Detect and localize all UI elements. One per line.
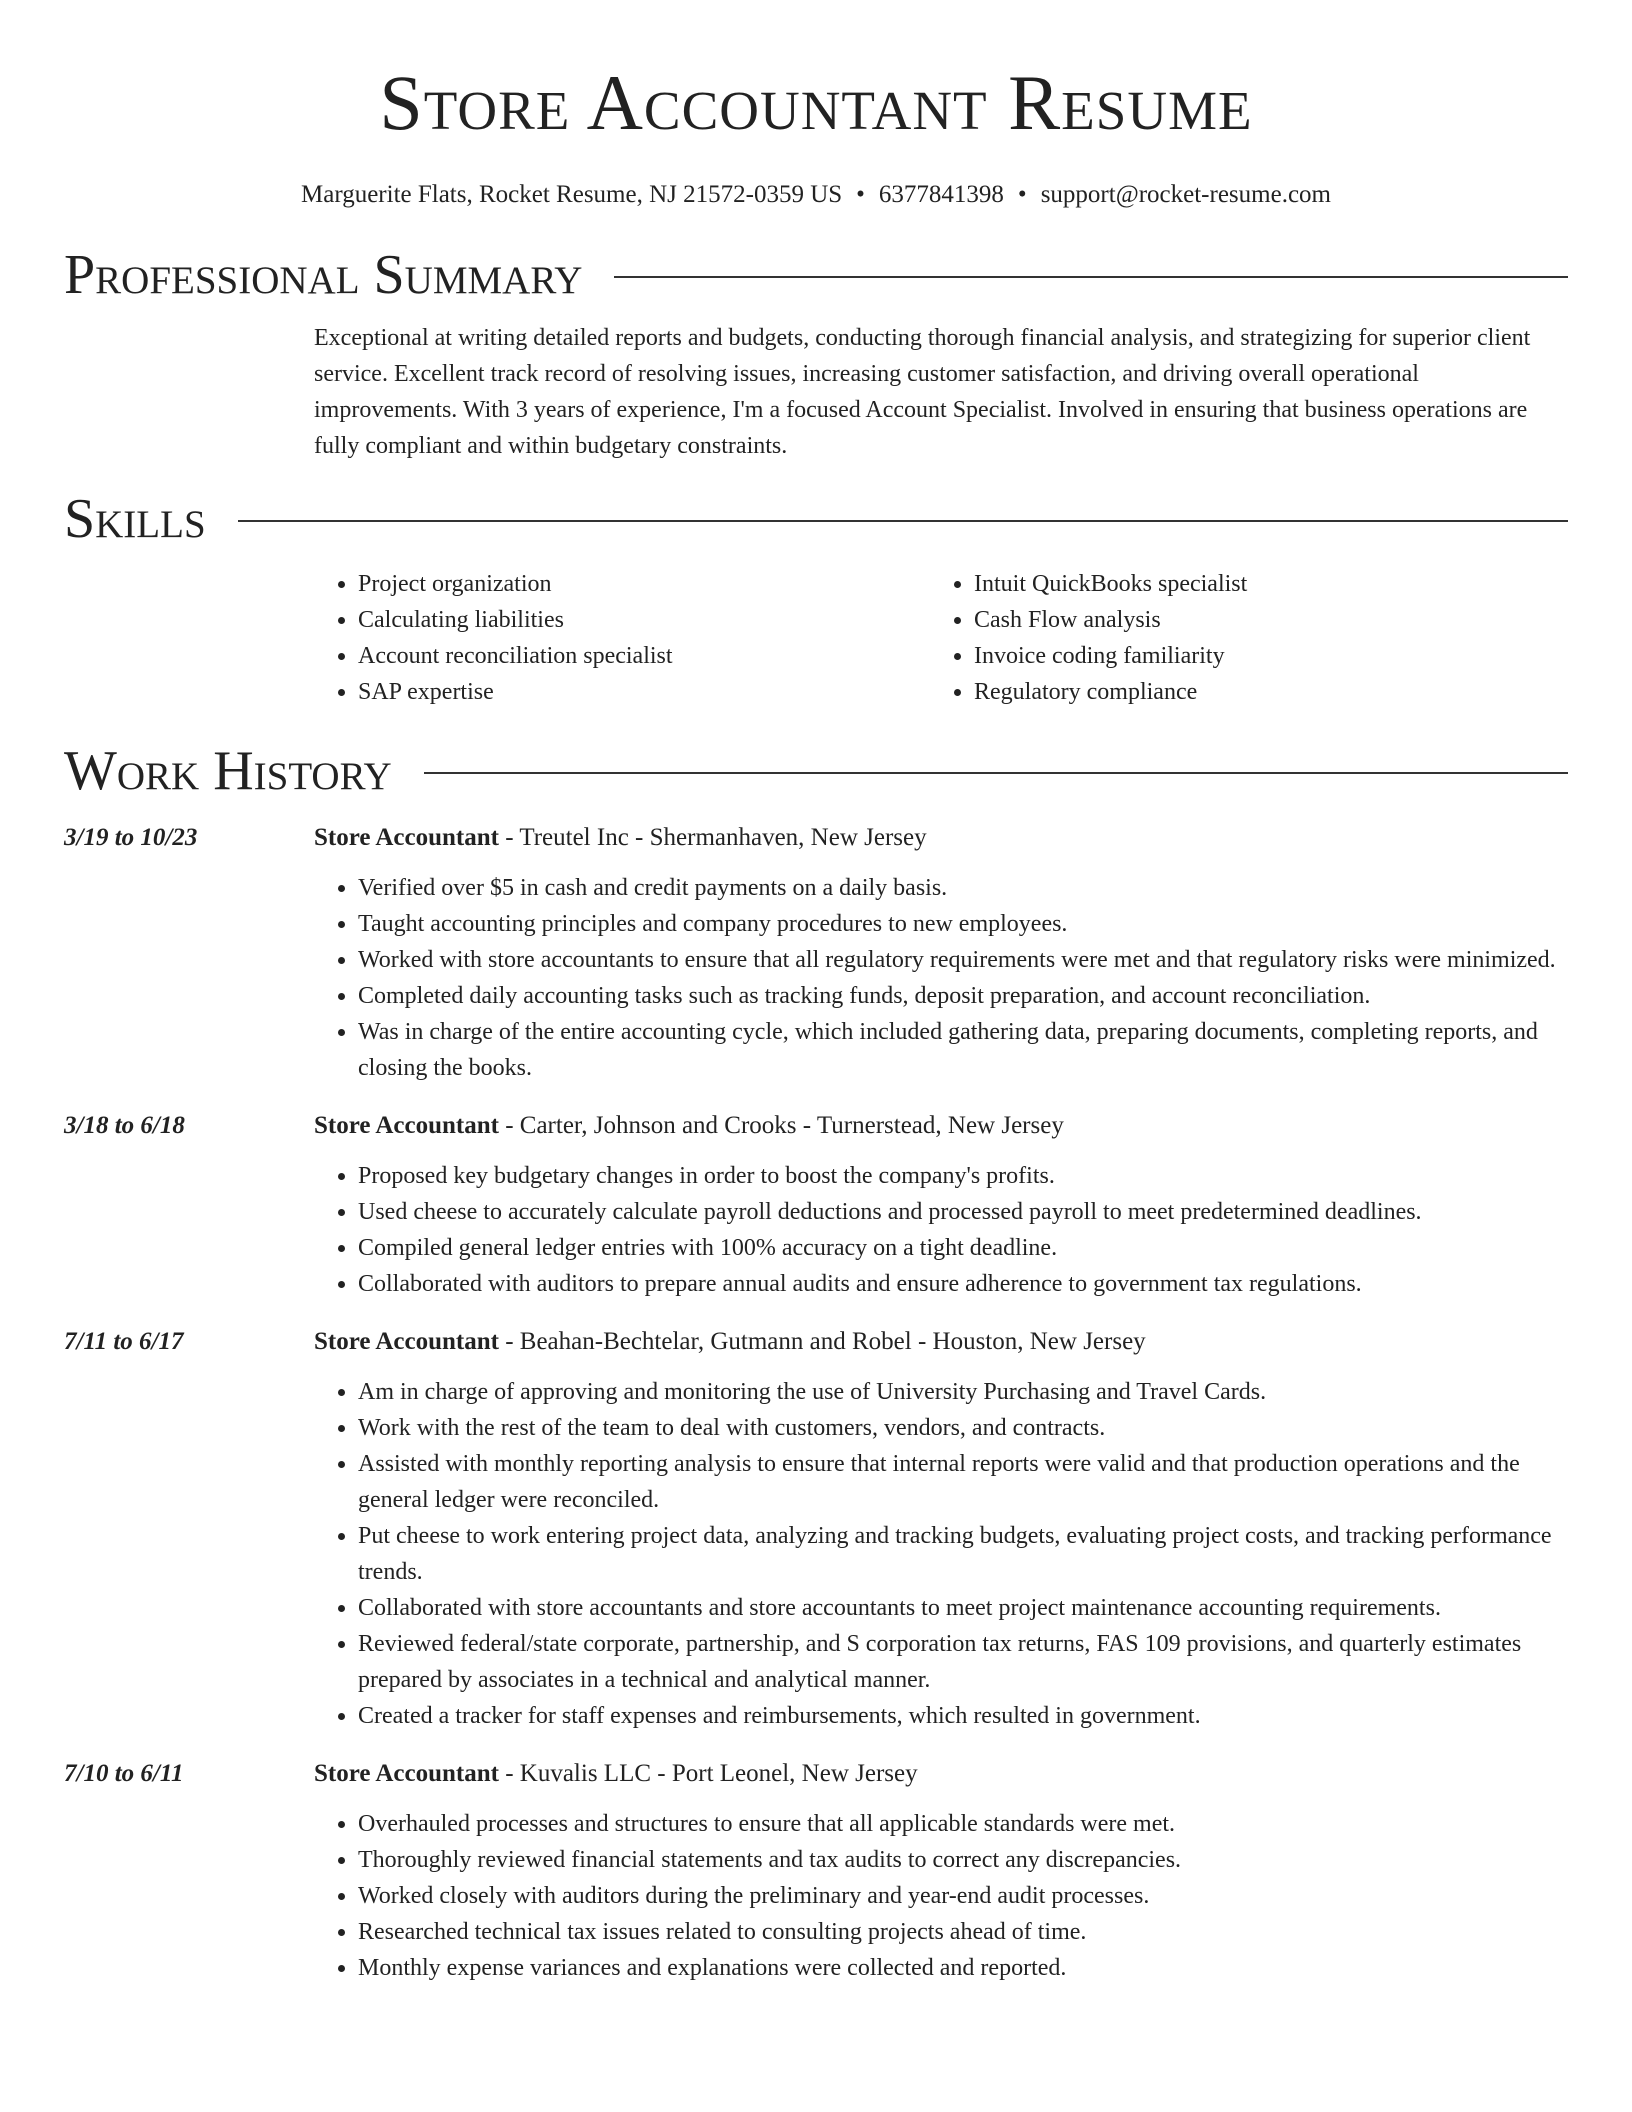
- job-bullet: • Compiled general ledger entries with 100% accuracy on a tight deadline.: [358, 1230, 1568, 1266]
- job-title-line: [314, 1756, 1568, 1792]
- summary-text: Exceptional at writing detailed reports and budgets, conducting thorough financial analysis, and strategizing for superior client service. Excellent track record of resolving issues, increasing customer satisfaction, and driving overall operational improvements. With 3 years of experience, I'm a focused Account Specialist. Involved in ensuring that business operations are fully compliant and within budgetary constraints.: [314, 325, 1531, 459]
- job-bullet: • Reviewed federal/state corporate, partnership, and S corporation tax returns, FAS 109 provisions, and quarterly estimates prepared by associates in a technical and analytical manner.: [358, 1626, 1568, 1698]
- job-entry: [64, 1324, 1568, 1734]
- job-bullet: • Work with the rest of the team to deal with customers, vendors, and contracts.: [358, 1410, 1568, 1446]
- job-employer: - Carter, Johnson and Crooks - Turnerstead, New Jersey: [498, 1112, 1064, 1139]
- job-bullet: • Created a tracker for staff expenses and reimbursements, which resulted in government.: [358, 1698, 1568, 1734]
- job-role: Store Accountant: [314, 824, 499, 851]
- job-bullet: • Put cheese to work entering project data, analyzing and tracking budgets, evaluating project costs, and tracking performance trends.: [358, 1518, 1568, 1590]
- skills-column-right: [930, 566, 1546, 710]
- skills-section-header: [64, 488, 1568, 550]
- section-divider: [614, 276, 1568, 278]
- summary-section-header: [64, 244, 1568, 306]
- job-title-line: [314, 1324, 1568, 1360]
- skill-item: • Project organization: [358, 566, 930, 602]
- job-bullet: • Collaborated with auditors to prepare annual audits and ensure adherence to government tax regulations.: [358, 1266, 1568, 1302]
- job-role: Store Accountant: [314, 1760, 499, 1787]
- skills-column-left: [314, 566, 930, 710]
- job-role: Store Accountant: [314, 1328, 499, 1355]
- job-body: [314, 1756, 1568, 1986]
- contact-phone: 6377841398: [878, 181, 1004, 208]
- job-title-line: [314, 820, 1568, 856]
- skills-heading: Skills: [64, 488, 206, 550]
- job-body: [314, 1324, 1568, 1734]
- job-entry: [64, 1756, 1568, 1986]
- section-divider: [238, 520, 1568, 522]
- work-history-list: [64, 820, 1568, 1986]
- job-employer: - Beahan-Bechtelar, Gutmann and Robel - Houston, New Jersey: [498, 1328, 1146, 1355]
- job-bullet: • Monthly expense variances and explanations were collected and reported.: [358, 1950, 1568, 1986]
- job-role: Store Accountant: [314, 1112, 499, 1139]
- job-bullets: [314, 870, 1568, 1086]
- job-bullet: • Verified over $5 in cash and credit payments on a daily basis.: [358, 870, 1568, 906]
- job-entry: [64, 1108, 1568, 1302]
- job-dates: 7/11 to 6/17: [64, 1328, 184, 1355]
- job-employer: - Treutel Inc - Shermanhaven, New Jersey: [498, 824, 927, 851]
- skill-item: • SAP expertise: [358, 674, 930, 710]
- job-employer: - Kuvalis LLC - Port Leonel, New Jersey: [498, 1760, 918, 1787]
- job-bullet: • Assisted with monthly reporting analysis to ensure that internal reports were valid and that production operations and the general ledger were reconciled.: [358, 1446, 1568, 1518]
- work-section-header: [64, 740, 1568, 802]
- job-bullet: • Thoroughly reviewed financial statements and tax audits to correct any discrepancies.: [358, 1842, 1568, 1878]
- skill-item: • Invoice coding familiarity: [974, 638, 1546, 674]
- skill-item: • Account reconciliation specialist: [358, 638, 930, 674]
- skill-item: • Cash Flow analysis: [974, 602, 1546, 638]
- work-heading: Work History: [64, 740, 392, 802]
- job-dates: 3/18 to 6/18: [64, 1112, 185, 1139]
- job-bullet: • Taught accounting principles and company procedures to new employees.: [358, 906, 1568, 942]
- skill-item: • Regulatory compliance: [974, 674, 1546, 710]
- job-bullets: [314, 1806, 1568, 1986]
- job-bullet: • Proposed key budgetary changes in order to boost the company's profits.: [358, 1158, 1568, 1194]
- summary-heading: Professional Summary: [64, 244, 583, 306]
- job-bullet: • Overhauled processes and structures to ensure that all applicable standards were met.: [358, 1806, 1568, 1842]
- job-body: [314, 820, 1568, 1086]
- job-bullet: • Am in charge of approving and monitoring the use of University Purchasing and Travel Cards.: [358, 1374, 1568, 1410]
- contact-separator: •: [1017, 181, 1027, 208]
- job-bullets: [314, 1374, 1568, 1734]
- job-bullet: • Researched technical tax issues related to consulting projects ahead of time.: [358, 1914, 1568, 1950]
- skills-list: [314, 566, 1568, 710]
- job-dates: 3/19 to 10/23: [64, 824, 198, 851]
- job-bullet: • Completed daily accounting tasks such as tracking funds, deposit preparation, and account reconciliation.: [358, 978, 1568, 1014]
- job-bullet: • Worked with store accountants to ensure that all regulatory requirements were met and that regulatory risks were minimized.: [358, 942, 1568, 978]
- job-title-line: [314, 1108, 1568, 1144]
- job-bullet: • Collaborated with store accountants and store accountants to meet project maintenance accounting requirements.: [358, 1590, 1568, 1626]
- job-bullet: • Worked closely with auditors during the preliminary and year-end audit processes.: [358, 1878, 1568, 1914]
- job-bullet: • Used cheese to accurately calculate payroll deductions and processed payroll to meet predetermined deadlines.: [358, 1194, 1568, 1230]
- section-divider: [424, 772, 1568, 774]
- contact-address: Marguerite Flats, Rocket Resume, NJ 21572-0359 US: [301, 181, 843, 208]
- contact-separator: •: [856, 181, 865, 208]
- job-body: [314, 1108, 1568, 1302]
- page-title: Store Accountant Resume: [379, 59, 1253, 146]
- job-bullets: [314, 1158, 1568, 1302]
- job-bullet: • Was in charge of the entire accounting cycle, which included gathering data, preparing documents, completing reports, and closing the books.: [358, 1014, 1568, 1086]
- contact-email[interactable]: support@rocket-resume.com: [1040, 181, 1331, 208]
- skill-item: • Intuit QuickBooks specialist: [974, 566, 1546, 602]
- job-entry: [64, 820, 1568, 1086]
- job-dates: 7/10 to 6/11: [64, 1760, 184, 1787]
- skill-item: • Calculating liabilities: [358, 602, 930, 638]
- contact-line: [64, 180, 1568, 210]
